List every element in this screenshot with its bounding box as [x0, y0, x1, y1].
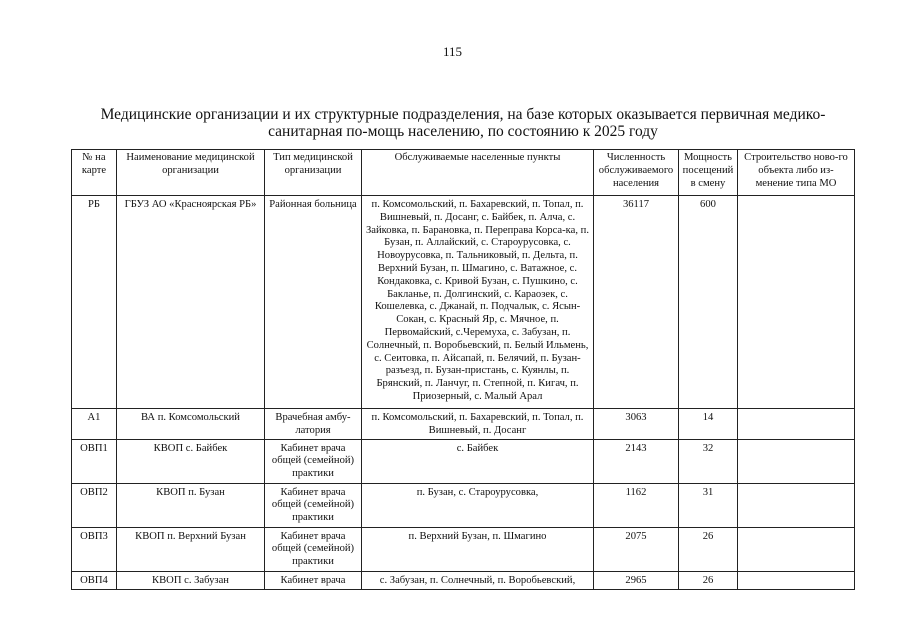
cell-capacity: 26: [679, 527, 738, 571]
cell-construction: [738, 196, 855, 409]
cell-organization-type: Районная больница: [265, 196, 362, 409]
cell-population: 2143: [594, 439, 679, 483]
cell-construction: [738, 483, 855, 527]
cell-capacity: 600: [679, 196, 738, 409]
header-organization-type: Тип медицинской организации: [265, 150, 362, 196]
table-row: [72, 439, 855, 483]
header-capacity: Мощность посещений в смену: [679, 150, 738, 196]
cell-organization-name: ГБУЗ АО «Красноярская РБ»: [117, 196, 265, 409]
table-row: [72, 527, 855, 571]
cell-settlements: п. Комсомольский, п. Бахаревский, п. Топал, п. Вишневый, п. Досанг: [362, 409, 594, 440]
cell-construction: [738, 439, 855, 483]
cell-settlements: п. Комсомольский, п. Бахаревский, п. Топал, п. Вишневый, п. Досанг, с. Байбек, п. Алча, с. Зайковка, п. Барановка, п. Переправа Корса-ка, п. Бузан, п. Аллайский, с. Староурусовка, с. Новоурусовка, п. Тальниковый, п. Дельта, п. Верхний Бузан, п. Шмагино, с. Ватажное, с. Кондаковка, с. Кривой Бузан, с. Пушкино, с. Бакланье, п. Долгинский, с. Караозек, с. Кошелевка, с. Джанай, п. Подчалык, с. Ясын-Сокан, с. Красный Яр, с. Мячное, п. Первомайский, с.Черемуха, с. Забузан, п. Солнечный, п. Воробьевский, п. Белый Ильмень, с. Сеитовка, п. Айсапай, п. Белячий, п. Бузан-разъезд, п. Бузан-пристань, с. Куянлы, п. Брянский, п. Ланчуг, п. Степной, п. Кигач, п. Приозерный, с. Малый Арал: [362, 196, 594, 409]
cell-population: 2075: [594, 527, 679, 571]
cell-settlements: с. Забузан, п. Солнечный, п. Воробьевский,: [362, 571, 594, 589]
cell-settlements: п. Верхний Бузан, п. Шмагино: [362, 527, 594, 571]
table-row: [72, 196, 855, 409]
cell-population: 1162: [594, 483, 679, 527]
page-number: 115: [442, 44, 463, 59]
cell-map-number: ОВП2: [72, 483, 117, 527]
header-organization-name: Наименование медицинской организации: [117, 150, 265, 196]
header-settlements: Обслуживаемые населенные пункты: [362, 150, 594, 196]
cell-capacity: 26: [679, 571, 738, 589]
cell-organization-type: Кабинет врача общей (семейной) практики: [265, 439, 362, 483]
cell-construction: [738, 571, 855, 589]
header-map-number: № на карте: [72, 150, 117, 196]
cell-capacity: 31: [679, 483, 738, 527]
cell-map-number: ОВП3: [72, 527, 117, 571]
cell-population: 2965: [594, 571, 679, 589]
table-row: [72, 571, 855, 589]
header-construction: Строительство ново-го объекта либо из-менение типа МО: [738, 150, 855, 196]
cell-organization-name: КВОП п. Верхний Бузан: [117, 527, 265, 571]
medical-organizations-table: [71, 149, 855, 590]
cell-settlements: с. Байбек: [362, 439, 594, 483]
cell-population: 36117: [594, 196, 679, 409]
cell-organization-type: Кабинет врача общей (семейной) практики: [265, 527, 362, 571]
cell-organization-name: ВА п. Комсомольский: [117, 409, 265, 440]
cell-organization-type: Кабинет врача общей (семейной) практики: [265, 483, 362, 527]
table-header-row: [72, 150, 855, 196]
cell-capacity: 32: [679, 439, 738, 483]
cell-organization-name: КВОП п. Бузан: [117, 483, 265, 527]
cell-map-number: РБ: [72, 196, 117, 409]
cell-map-number: ОВП1: [72, 439, 117, 483]
cell-capacity: 14: [679, 409, 738, 440]
header-population: Численность обслуживаемого населения: [594, 150, 679, 196]
cell-organization-type: Врачебная амбу-латория: [265, 409, 362, 440]
document-title: Медицинские организации и их структурные подразделения, на базе которых оказывается первичная медико-санитарная по-мощь населению, по состоянию к 2025 году: [100, 106, 826, 140]
cell-map-number: А1: [72, 409, 117, 440]
table-row: [72, 483, 855, 527]
cell-organization-type: Кабинет врача: [265, 571, 362, 589]
cell-organization-name: КВОП с. Байбек: [117, 439, 265, 483]
cell-construction: [738, 527, 855, 571]
cell-construction: [738, 409, 855, 440]
table-row: [72, 409, 855, 440]
cell-population: 3063: [594, 409, 679, 440]
cell-map-number: ОВП4: [72, 571, 117, 589]
cell-organization-name: КВОП с. Забузан: [117, 571, 265, 589]
cell-settlements: п. Бузан, с. Староурусовка,: [362, 483, 594, 527]
